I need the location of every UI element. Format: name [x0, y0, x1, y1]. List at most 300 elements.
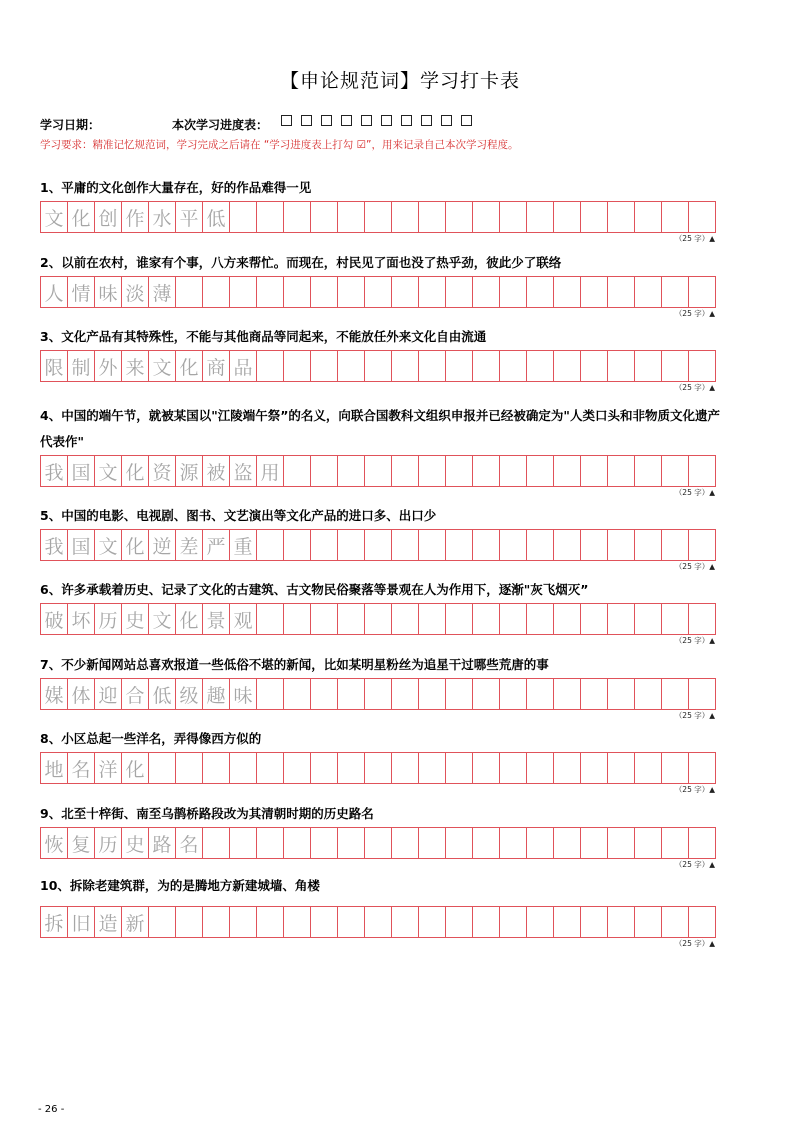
grid-cell[interactable] [230, 752, 257, 784]
grid-cell[interactable] [419, 455, 446, 487]
grid-cell[interactable] [338, 276, 365, 308]
exercise-item [40, 503, 760, 572]
grid-cell[interactable] [419, 906, 446, 938]
grid-cell[interactable] [392, 827, 419, 859]
grid-cell[interactable] [284, 455, 311, 487]
grid-cell[interactable] [446, 276, 473, 308]
grid-cell[interactable]: 恢 [41, 827, 68, 859]
grid-cell[interactable] [608, 827, 635, 859]
progress-checkbox[interactable] [441, 115, 452, 126]
grid-cell[interactable] [473, 455, 500, 487]
grid-cell[interactable] [689, 529, 716, 561]
progress-checkbox[interactable] [281, 115, 292, 126]
grid-cell[interactable] [338, 350, 365, 382]
grid-cell[interactable]: 化 [122, 529, 149, 561]
grid-cell[interactable]: 用 [257, 455, 284, 487]
grid-cell[interactable] [419, 276, 446, 308]
grid-cell[interactable]: 限 [41, 350, 68, 382]
grid-cell[interactable] [662, 603, 689, 635]
grid-cell[interactable] [554, 529, 581, 561]
grid-cell[interactable] [500, 455, 527, 487]
grid-cell[interactable] [527, 350, 554, 382]
grid-cell[interactable] [257, 276, 284, 308]
grid-cell[interactable]: 来 [122, 350, 149, 382]
study-requirement: 学习要求：精准记忆规范词，学习完成之后请在 “学习进度表上打勾 ☑”，用来记录自己本次学习程度。 [40, 139, 519, 151]
writing-grid [40, 529, 716, 561]
grid-cell[interactable] [392, 752, 419, 784]
grid-cell[interactable] [473, 276, 500, 308]
grid-cell[interactable] [473, 752, 500, 784]
exercise-item [40, 324, 760, 393]
grid-cell[interactable] [365, 827, 392, 859]
grid-cell[interactable] [365, 529, 392, 561]
exercise-question: 10、拆除老建筑群，为的是腾地方新建城墙、角楼 [40, 878, 320, 893]
grid-cell[interactable] [257, 827, 284, 859]
grid-cell[interactable] [284, 827, 311, 859]
grid-cell[interactable] [257, 350, 284, 382]
grid-cell[interactable] [311, 827, 338, 859]
grid-cell[interactable] [608, 350, 635, 382]
grid-cell[interactable]: 差 [176, 529, 203, 561]
grid-cell[interactable] [554, 678, 581, 710]
grid-cell[interactable]: 味 [95, 276, 122, 308]
grid-cell[interactable] [446, 752, 473, 784]
grid-cell[interactable] [338, 455, 365, 487]
grid-cell[interactable] [203, 827, 230, 859]
grid-cell[interactable] [662, 906, 689, 938]
grid-cell[interactable] [500, 906, 527, 938]
grid-cell[interactable]: 品 [230, 350, 257, 382]
grid-cell[interactable] [500, 350, 527, 382]
grid-cell[interactable] [581, 827, 608, 859]
grid-cell[interactable] [446, 678, 473, 710]
grid-cell[interactable] [365, 201, 392, 233]
grid-cell[interactable]: 体 [68, 678, 95, 710]
grid-cell[interactable]: 国 [68, 455, 95, 487]
grid-cell[interactable] [608, 455, 635, 487]
grid-cell[interactable] [527, 201, 554, 233]
grid-cell[interactable] [257, 603, 284, 635]
grid-cell[interactable] [473, 603, 500, 635]
grid-cell[interactable] [635, 350, 662, 382]
grid-cell[interactable] [176, 906, 203, 938]
exercise-question: 9、北至十梓街、南至乌鹊桥路段改为其清朝时期的历史路名 [40, 806, 374, 821]
grid-cell[interactable] [284, 350, 311, 382]
exercise-item [40, 801, 760, 870]
grid-cell[interactable] [257, 678, 284, 710]
grid-cell[interactable] [473, 529, 500, 561]
grid-cell[interactable]: 化 [176, 603, 203, 635]
grid-cell[interactable] [311, 678, 338, 710]
exercise-item [40, 175, 760, 244]
grid-cell[interactable]: 文 [149, 350, 176, 382]
grid-cell[interactable]: 化 [176, 350, 203, 382]
grid-cell[interactable] [446, 603, 473, 635]
grid-cell[interactable] [365, 350, 392, 382]
progress-checkbox[interactable] [361, 115, 372, 126]
grid-cell[interactable]: 淡 [122, 276, 149, 308]
grid-cell[interactable] [230, 276, 257, 308]
progress-checkbox[interactable] [301, 115, 312, 126]
grid-cell[interactable]: 破 [41, 603, 68, 635]
grid-cell[interactable] [662, 827, 689, 859]
grid-cell[interactable] [635, 827, 662, 859]
grid-cell[interactable] [419, 603, 446, 635]
grid-cell[interactable] [473, 678, 500, 710]
grid-cell[interactable]: 名 [68, 752, 95, 784]
grid-cell[interactable] [149, 752, 176, 784]
grid-cell[interactable] [554, 603, 581, 635]
grid-cell[interactable]: 洋 [95, 752, 122, 784]
grid-cell[interactable] [689, 350, 716, 382]
grid-cell[interactable] [500, 752, 527, 784]
grid-cell[interactable]: 景 [203, 603, 230, 635]
grid-cell[interactable] [338, 827, 365, 859]
grid-cell[interactable] [365, 906, 392, 938]
grid-cell[interactable] [608, 678, 635, 710]
grid-cell[interactable] [689, 276, 716, 308]
grid-cell[interactable]: 地 [41, 752, 68, 784]
grid-cell[interactable]: 造 [95, 906, 122, 938]
grid-cell[interactable]: 迎 [95, 678, 122, 710]
grid-cell[interactable]: 文 [149, 603, 176, 635]
character-count-label: （25 字）▲ [674, 860, 715, 869]
grid-cell[interactable] [527, 603, 554, 635]
grid-cell[interactable] [662, 752, 689, 784]
grid-cell[interactable] [392, 350, 419, 382]
grid-cell[interactable]: 复 [68, 827, 95, 859]
progress-checkbox[interactable] [341, 115, 352, 126]
progress-checkbox[interactable] [321, 115, 332, 126]
progress-checkbox[interactable] [421, 115, 432, 126]
grid-cell[interactable] [176, 276, 203, 308]
grid-cell[interactable] [392, 603, 419, 635]
grid-cell[interactable] [554, 906, 581, 938]
grid-cell[interactable] [284, 201, 311, 233]
grid-cell[interactable] [149, 906, 176, 938]
grid-cell[interactable] [689, 201, 716, 233]
grid-cell[interactable] [419, 350, 446, 382]
grid-cell[interactable]: 薄 [149, 276, 176, 308]
grid-cell[interactable] [392, 201, 419, 233]
grid-cell[interactable] [662, 276, 689, 308]
grid-cell[interactable] [581, 603, 608, 635]
grid-cell[interactable] [284, 529, 311, 561]
grid-cell[interactable] [392, 678, 419, 710]
grid-cell[interactable]: 情 [68, 276, 95, 308]
exercise-question: 3、文化产品有其特殊性，不能与其他商品等同起来，不能放任外来文化自由流通 [40, 329, 487, 344]
grid-cell[interactable] [635, 276, 662, 308]
grid-cell[interactable] [338, 201, 365, 233]
grid-cell[interactable]: 源 [176, 455, 203, 487]
grid-cell[interactable] [473, 827, 500, 859]
grid-cell[interactable] [311, 906, 338, 938]
progress-label: 本次学习进度表： [172, 118, 269, 132]
grid-cell[interactable] [608, 201, 635, 233]
grid-cell[interactable] [419, 827, 446, 859]
grid-cell[interactable] [311, 752, 338, 784]
grid-cell[interactable] [365, 276, 392, 308]
grid-cell[interactable]: 史 [122, 603, 149, 635]
grid-cell[interactable] [365, 455, 392, 487]
grid-cell[interactable]: 文 [95, 529, 122, 561]
character-count-label: （25 字）▲ [674, 939, 715, 948]
grid-cell[interactable] [284, 752, 311, 784]
grid-cell[interactable]: 拆 [41, 906, 68, 938]
grid-cell[interactable] [608, 603, 635, 635]
grid-cell[interactable] [635, 603, 662, 635]
grid-cell[interactable] [635, 201, 662, 233]
grid-cell[interactable]: 观 [230, 603, 257, 635]
grid-cell[interactable] [365, 752, 392, 784]
grid-cell[interactable] [338, 529, 365, 561]
grid-cell[interactable] [446, 201, 473, 233]
grid-cell[interactable] [527, 752, 554, 784]
character-count-label: （25 字）▲ [674, 562, 715, 571]
progress-checkboxes [281, 115, 481, 129]
grid-cell[interactable]: 文 [95, 455, 122, 487]
character-count-label: （25 字）▲ [674, 234, 715, 243]
grid-cell[interactable] [365, 603, 392, 635]
grid-cell[interactable] [500, 678, 527, 710]
grid-cell[interactable] [581, 201, 608, 233]
grid-cell[interactable]: 外 [95, 350, 122, 382]
grid-cell[interactable]: 严 [203, 529, 230, 561]
grid-cell[interactable] [257, 201, 284, 233]
character-count-label: （25 字）▲ [674, 711, 715, 720]
writing-grid [40, 678, 716, 710]
grid-cell[interactable] [689, 603, 716, 635]
grid-cell[interactable] [581, 678, 608, 710]
grid-cell[interactable] [392, 276, 419, 308]
grid-cell[interactable]: 资 [149, 455, 176, 487]
grid-cell[interactable] [338, 752, 365, 784]
grid-cell[interactable] [365, 678, 392, 710]
grid-cell[interactable]: 商 [203, 350, 230, 382]
grid-cell[interactable]: 化 [68, 201, 95, 233]
grid-cell[interactable] [527, 455, 554, 487]
grid-cell[interactable]: 重 [230, 529, 257, 561]
exercise-item [40, 403, 760, 498]
grid-cell[interactable] [311, 201, 338, 233]
grid-cell[interactable]: 路 [149, 827, 176, 859]
grid-cell[interactable] [662, 455, 689, 487]
exercise-question: 1、平庸的文化创作大量存在，好的作品难得一见 [40, 180, 312, 195]
grid-cell[interactable] [284, 906, 311, 938]
writing-grid [40, 350, 716, 382]
grid-cell[interactable] [419, 529, 446, 561]
grid-cell[interactable]: 新 [122, 906, 149, 938]
grid-cell[interactable]: 国 [68, 529, 95, 561]
grid-cell[interactable] [689, 678, 716, 710]
grid-cell[interactable] [662, 350, 689, 382]
grid-cell[interactable]: 合 [122, 678, 149, 710]
grid-cell[interactable] [500, 201, 527, 233]
grid-cell[interactable] [284, 276, 311, 308]
exercise-question: 8、小区总起一些洋名，弄得像西方似的 [40, 731, 262, 746]
grid-cell[interactable] [554, 350, 581, 382]
grid-cell[interactable] [554, 752, 581, 784]
grid-cell[interactable] [635, 455, 662, 487]
grid-cell[interactable]: 平 [176, 201, 203, 233]
grid-cell[interactable]: 名 [176, 827, 203, 859]
grid-cell[interactable] [689, 906, 716, 938]
writing-grid [40, 455, 716, 487]
grid-cell[interactable] [284, 678, 311, 710]
grid-cell[interactable]: 旧 [68, 906, 95, 938]
grid-cell[interactable] [230, 201, 257, 233]
grid-cell[interactable] [689, 827, 716, 859]
grid-cell[interactable] [311, 455, 338, 487]
grid-cell[interactable] [608, 906, 635, 938]
grid-cell[interactable] [230, 827, 257, 859]
grid-cell[interactable] [635, 678, 662, 710]
grid-cell[interactable]: 趣 [203, 678, 230, 710]
grid-cell[interactable] [311, 529, 338, 561]
grid-cell[interactable]: 水 [149, 201, 176, 233]
grid-cell[interactable]: 历 [95, 603, 122, 635]
grid-cell[interactable] [473, 906, 500, 938]
grid-cell[interactable] [473, 201, 500, 233]
grid-cell[interactable]: 味 [230, 678, 257, 710]
grid-cell[interactable] [500, 603, 527, 635]
grid-cell[interactable] [338, 906, 365, 938]
grid-cell[interactable]: 创 [95, 201, 122, 233]
grid-cell[interactable] [527, 529, 554, 561]
grid-cell[interactable] [500, 827, 527, 859]
grid-cell[interactable] [257, 906, 284, 938]
grid-cell[interactable]: 低 [203, 201, 230, 233]
grid-cell[interactable] [527, 906, 554, 938]
grid-cell[interactable] [581, 752, 608, 784]
exercise-question: 7、不少新闻网站总喜欢报道一些低俗不堪的新闻，比如某明星粉丝为追星干过哪些荒唐的事 [40, 657, 549, 672]
grid-cell[interactable] [527, 678, 554, 710]
grid-cell[interactable] [446, 455, 473, 487]
grid-cell[interactable] [554, 455, 581, 487]
grid-cell[interactable] [581, 350, 608, 382]
grid-cell[interactable] [608, 529, 635, 561]
grid-cell[interactable]: 媒 [41, 678, 68, 710]
grid-cell[interactable]: 级 [176, 678, 203, 710]
character-count-label: （25 字）▲ [674, 636, 715, 645]
grid-cell[interactable]: 文 [41, 201, 68, 233]
grid-cell[interactable]: 化 [122, 752, 149, 784]
grid-cell[interactable] [554, 276, 581, 308]
grid-cell[interactable] [554, 827, 581, 859]
grid-cell[interactable] [635, 752, 662, 784]
grid-cell[interactable] [500, 529, 527, 561]
grid-cell[interactable] [581, 276, 608, 308]
grid-cell[interactable] [257, 752, 284, 784]
exercise-item [40, 726, 760, 795]
grid-cell[interactable]: 低 [149, 678, 176, 710]
grid-cell[interactable] [392, 455, 419, 487]
grid-cell[interactable]: 化 [122, 455, 149, 487]
progress-checkbox[interactable] [381, 115, 392, 126]
grid-cell[interactable] [446, 906, 473, 938]
grid-cell[interactable] [392, 906, 419, 938]
grid-cell[interactable] [230, 906, 257, 938]
exercise-item [40, 250, 760, 319]
progress-checkbox[interactable] [401, 115, 412, 126]
grid-cell[interactable] [527, 276, 554, 308]
character-count-label: （25 字）▲ [674, 488, 715, 497]
page-title: 【申论规范词】学习打卡表 [279, 70, 520, 92]
writing-grid [40, 276, 716, 308]
grid-cell[interactable]: 被 [203, 455, 230, 487]
grid-cell[interactable] [203, 906, 230, 938]
grid-cell[interactable] [662, 529, 689, 561]
writing-grid [40, 201, 716, 233]
exercise-question: 4、中国的端午节，就被某国以"江陵端午祭”的名义，向联合国教科文组织申报并已经被确定为"人类口头和非物质文化遗产代表作" [40, 408, 720, 449]
grid-cell[interactable] [311, 276, 338, 308]
grid-cell[interactable]: 史 [122, 827, 149, 859]
grid-cell[interactable] [419, 752, 446, 784]
grid-cell[interactable] [257, 529, 284, 561]
grid-cell[interactable] [689, 455, 716, 487]
exercise-item [40, 652, 760, 721]
exercise-item [40, 873, 760, 949]
grid-cell[interactable] [608, 276, 635, 308]
grid-cell[interactable] [311, 603, 338, 635]
grid-cell[interactable] [581, 906, 608, 938]
grid-cell[interactable] [662, 201, 689, 233]
grid-cell[interactable]: 作 [122, 201, 149, 233]
exercise-question: 2、以前在农村，谁家有个事，八方来帮忙。而现在，村民见了面也没了热乎劲，彼此少了联络 [40, 255, 562, 270]
grid-cell[interactable]: 人 [41, 276, 68, 308]
grid-cell[interactable]: 历 [95, 827, 122, 859]
grid-cell[interactable]: 制 [68, 350, 95, 382]
grid-cell[interactable] [419, 678, 446, 710]
grid-cell[interactable] [608, 752, 635, 784]
character-count-label: （25 字）▲ [674, 785, 715, 794]
grid-cell[interactable] [500, 276, 527, 308]
grid-cell[interactable] [338, 603, 365, 635]
page-number: - 26 - [38, 1104, 65, 1115]
grid-cell[interactable]: 坏 [68, 603, 95, 635]
grid-cell[interactable] [581, 529, 608, 561]
grid-cell[interactable] [338, 678, 365, 710]
grid-cell[interactable]: 我 [41, 455, 68, 487]
grid-cell[interactable]: 盗 [230, 455, 257, 487]
grid-cell[interactable] [203, 276, 230, 308]
grid-cell[interactable] [419, 201, 446, 233]
writing-grid [40, 752, 716, 784]
progress-checkbox[interactable] [461, 115, 472, 126]
grid-cell[interactable] [311, 350, 338, 382]
grid-cell[interactable] [635, 529, 662, 561]
grid-cell[interactable] [581, 455, 608, 487]
grid-cell[interactable] [635, 906, 662, 938]
grid-cell[interactable] [446, 827, 473, 859]
grid-cell[interactable] [446, 529, 473, 561]
grid-cell[interactable] [473, 350, 500, 382]
grid-cell[interactable] [662, 678, 689, 710]
exercise-question: 5、中国的电影、电视剧、图书、文艺演出等文化产品的进口多、出口少 [40, 508, 437, 523]
grid-cell[interactable]: 我 [41, 529, 68, 561]
grid-cell[interactable] [392, 529, 419, 561]
grid-cell[interactable] [689, 752, 716, 784]
grid-cell[interactable] [554, 201, 581, 233]
grid-cell[interactable] [446, 350, 473, 382]
exercise-question: 6、许多承载着历史、记录了文化的古建筑、古文物民俗聚落等景观在人为作用下，逐渐"灰飞烟灭” [40, 582, 589, 597]
grid-cell[interactable] [527, 827, 554, 859]
grid-cell[interactable] [203, 752, 230, 784]
grid-cell[interactable] [284, 603, 311, 635]
writing-grid [40, 906, 716, 938]
grid-cell[interactable] [176, 752, 203, 784]
grid-cell[interactable]: 逆 [149, 529, 176, 561]
